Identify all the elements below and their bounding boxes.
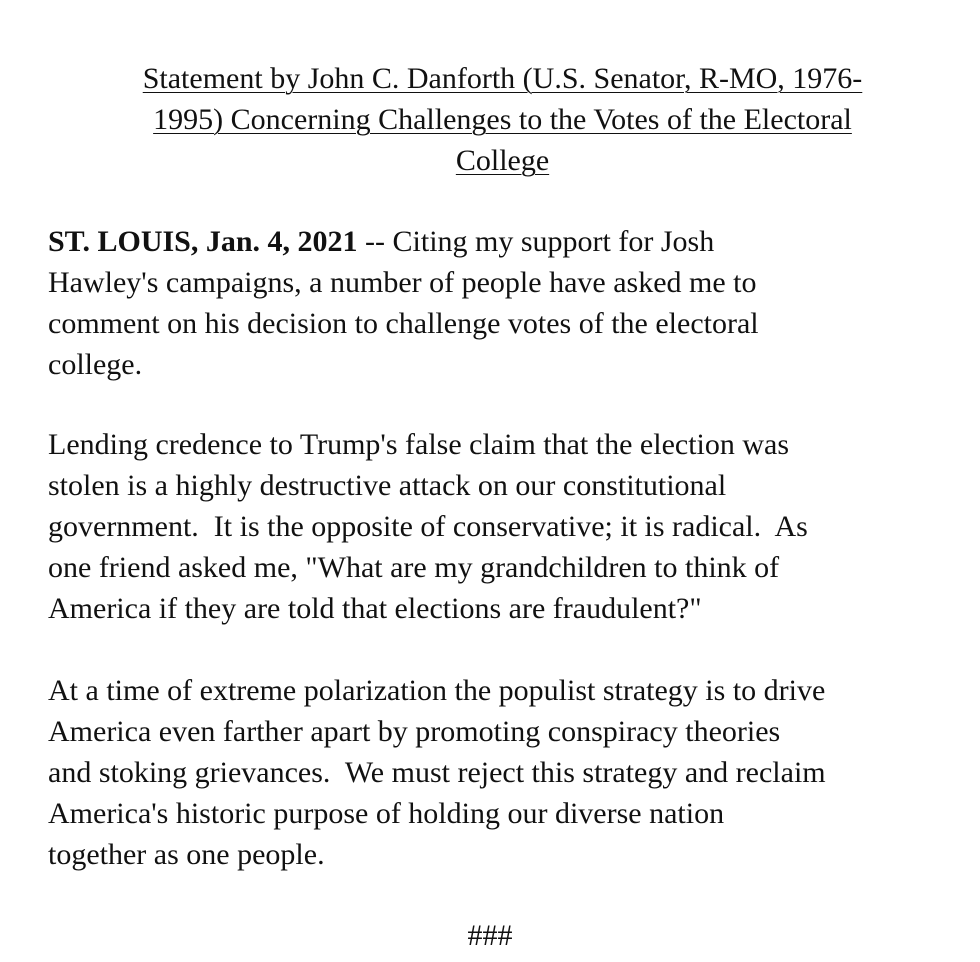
dateline: ST. LOUIS, Jan. 4, 2021	[48, 225, 358, 258]
paragraph-polarization	[48, 670, 968, 875]
intro-text: -- Citing my support for Josh	[357, 225, 715, 258]
paragraph-line: one friend asked me, "What are my grandchildren to think of	[48, 551, 780, 584]
paragraph-line: and stoking grievances. We must reject this strategy and reclaim	[48, 756, 826, 789]
paragraph-dateline-intro	[48, 221, 968, 385]
paragraph-line: comment on his decision to challenge votes of the electoral	[48, 307, 759, 340]
paragraph-line: college.	[48, 348, 143, 381]
paragraph-line: America's historic purpose of holding our diverse nation	[48, 797, 725, 830]
title-line: 1995) Concerning Challenges to the Votes of the Electoral	[153, 103, 852, 136]
paragraph-line: together as one people.	[48, 838, 325, 871]
statement-title	[50, 58, 955, 181]
title-line: Statement by John C. Danforth (U.S. Senator, R-MO, 1976-	[142, 62, 863, 95]
paragraph-line: Lending credence to Trump's false claim that the election was	[48, 428, 790, 461]
paragraph-line: Hawley's campaigns, a number of people have asked me to	[48, 266, 757, 299]
paragraph-line: government. It is the opposite of conservative; it is radical. As	[48, 510, 808, 543]
paragraph-line: At a time of extreme polarization the populist strategy is to drive	[48, 674, 826, 707]
paragraph-line: stolen is a highly destructive attack on our constitutional	[48, 469, 727, 502]
end-mark: ###	[467, 919, 513, 952]
paragraph-line: America even farther apart by promoting conspiracy theories	[48, 715, 781, 748]
paragraph-line: America if they are told that elections are fraudulent?"	[48, 592, 702, 625]
paragraph-line	[48, 221, 968, 262]
paragraph-credence	[48, 424, 968, 629]
title-line: College	[455, 144, 550, 177]
